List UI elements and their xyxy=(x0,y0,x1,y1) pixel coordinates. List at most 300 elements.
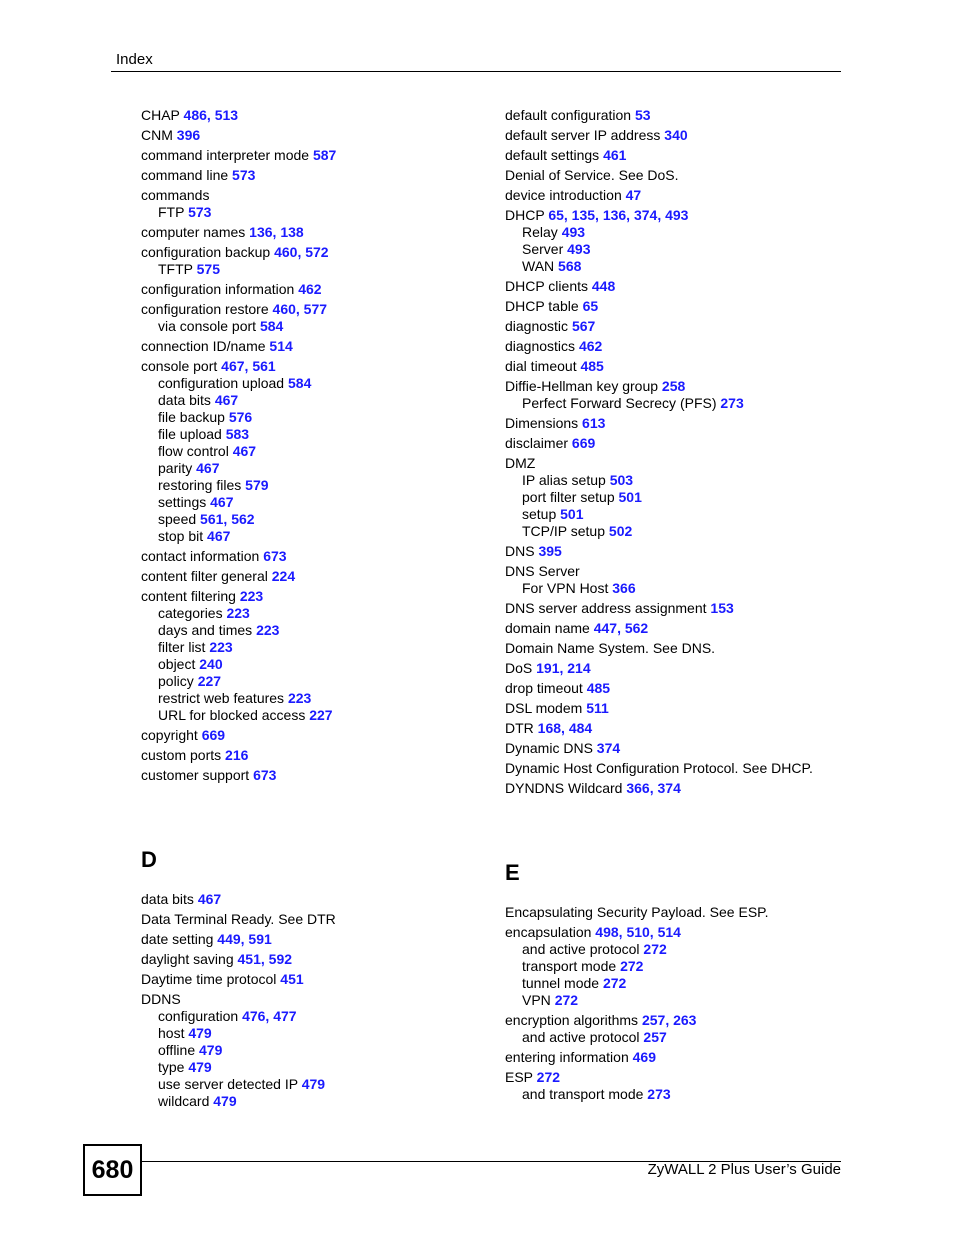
index-term-text: FTP xyxy=(158,204,185,220)
page-link[interactable]: 227 xyxy=(309,707,333,723)
page-link[interactable]: 502 xyxy=(608,523,633,539)
page-link[interactable]: 451 xyxy=(237,951,261,967)
page-link[interactable]: 469 xyxy=(632,1049,656,1065)
index-term xyxy=(141,358,501,375)
index-term xyxy=(141,727,501,744)
index-term-text: Data Terminal Ready. See DTR xyxy=(141,911,336,927)
index-term xyxy=(505,167,865,184)
index-term-text: default server IP address xyxy=(505,127,661,143)
page-link[interactable]: 272 xyxy=(643,941,667,957)
index-subentry xyxy=(141,375,501,392)
index-term-text: offline xyxy=(158,1042,196,1058)
index-subentry xyxy=(141,1008,501,1025)
page-link[interactable]: 448 xyxy=(591,278,616,294)
page-link[interactable]: 447 xyxy=(593,620,618,636)
index-subentry xyxy=(141,605,501,622)
index-term-text: file upload xyxy=(158,426,222,442)
page-link[interactable]: 479 xyxy=(199,1042,223,1058)
page-link[interactable]: 214 xyxy=(567,660,591,676)
index-entry xyxy=(505,904,865,921)
page-link[interactable]: 467 xyxy=(207,528,231,544)
index-entry xyxy=(141,747,501,764)
index-term-text: port filter setup xyxy=(522,489,615,505)
page-link[interactable]: 576 xyxy=(228,409,253,425)
index-term-text: DoS xyxy=(505,660,533,676)
index-entry-group xyxy=(505,904,865,1103)
header-divider xyxy=(111,71,841,72)
index-subentry xyxy=(141,622,501,639)
index-term-text: settings xyxy=(158,494,207,510)
page-link[interactable]: 451 xyxy=(280,971,304,987)
index-term xyxy=(141,187,501,204)
index-term xyxy=(141,971,501,988)
page-link[interactable]: 65 xyxy=(582,298,599,314)
index-subentry xyxy=(141,426,501,443)
page-link[interactable]: 479 xyxy=(301,1076,326,1092)
index-term-text: via console port xyxy=(158,318,257,334)
index-term-text: device introduction xyxy=(505,187,622,203)
page-separator: , xyxy=(295,301,304,317)
page-link[interactable]: 575 xyxy=(196,261,220,277)
page-link[interactable]: 579 xyxy=(245,477,269,493)
index-term-text: Server xyxy=(522,241,564,257)
page-link[interactable]: 613 xyxy=(582,415,606,431)
page-link[interactable]: 498 xyxy=(595,924,619,940)
index-term-text: disclaimer xyxy=(505,435,569,451)
page-number: 680 xyxy=(83,1144,142,1196)
index-term xyxy=(505,660,865,677)
index-entry xyxy=(505,278,865,295)
index-term xyxy=(141,568,501,585)
index-term-text: encryption algorithms xyxy=(505,1012,639,1028)
page-separator: , xyxy=(617,620,625,636)
page-link[interactable]: 135 xyxy=(571,207,596,223)
page-link[interactable]: 223 xyxy=(256,622,280,638)
page-separator: , xyxy=(244,358,253,374)
index-term-text: Denial of Service. See DoS. xyxy=(505,167,679,183)
page-link[interactable]: 572 xyxy=(305,244,329,260)
page-link[interactable]: 568 xyxy=(558,258,582,274)
page-link[interactable]: 136 xyxy=(602,207,627,223)
page-link[interactable]: 374 xyxy=(633,207,658,223)
page-link[interactable]: 592 xyxy=(268,951,293,967)
index-subentry xyxy=(505,395,865,412)
index-term xyxy=(141,911,501,928)
index-column-right xyxy=(505,107,865,1106)
index-entry xyxy=(505,207,865,275)
index-term-text: For VPN Host xyxy=(522,580,609,596)
index-term-text: Encapsulating Security Payload. See ESP. xyxy=(505,904,769,920)
page-link[interactable]: 257 xyxy=(643,1029,667,1045)
index-term-text: configuration restore xyxy=(141,301,269,317)
index-subentry xyxy=(141,690,501,707)
index-term-text: DNS Server xyxy=(505,563,580,579)
page-link[interactable]: 396 xyxy=(176,127,201,143)
page-link[interactable]: 485 xyxy=(586,680,611,696)
page-link[interactable]: 191 xyxy=(536,660,560,676)
index-term-text: host xyxy=(158,1025,185,1041)
index-subentry xyxy=(141,673,501,690)
index-term xyxy=(141,548,501,565)
index-entry xyxy=(505,563,865,597)
index-term-text: content filter general xyxy=(141,568,268,584)
page-link[interactable]: 510 xyxy=(626,924,650,940)
page-separator: , xyxy=(595,207,603,223)
index-entry xyxy=(505,680,865,697)
index-term xyxy=(141,147,501,164)
page-link[interactable]: 467 xyxy=(210,494,234,510)
index-term-text: filter list xyxy=(158,639,206,655)
index-entry xyxy=(505,780,865,797)
index-term-text: customer support xyxy=(141,767,250,783)
index-entry xyxy=(505,107,865,124)
index-term xyxy=(505,1069,865,1086)
index-subentry xyxy=(505,506,865,523)
page-separator: , xyxy=(626,207,634,223)
page-link[interactable]: 227 xyxy=(197,673,222,689)
page-link[interactable]: 340 xyxy=(664,127,688,143)
page-link[interactable]: 514 xyxy=(269,338,293,354)
index-term xyxy=(141,301,501,318)
index-term xyxy=(505,620,865,637)
index-entry xyxy=(141,244,501,278)
index-subentry xyxy=(505,975,865,992)
page-link[interactable]: 584 xyxy=(288,375,312,391)
index-entry xyxy=(505,455,865,540)
index-entry xyxy=(141,767,501,784)
page-link[interactable]: 477 xyxy=(273,1008,297,1024)
index-entry xyxy=(141,224,501,241)
index-term-text: file backup xyxy=(158,409,225,425)
index-term-text: DHCP table xyxy=(505,298,579,314)
page-separator: , xyxy=(563,207,572,223)
page-link[interactable]: 562 xyxy=(231,511,255,527)
page-separator: , xyxy=(240,931,249,947)
page-link[interactable]: 273 xyxy=(647,1086,671,1102)
index-subentry xyxy=(505,523,865,540)
index-term xyxy=(505,207,865,224)
page-link[interactable]: 486 xyxy=(183,107,207,123)
index-subentry xyxy=(505,472,865,489)
index-term-text: categories xyxy=(158,605,223,621)
index-entry xyxy=(141,991,501,1110)
page-link[interactable]: 223 xyxy=(209,639,233,655)
index-term xyxy=(505,415,865,432)
index-subentry xyxy=(141,392,501,409)
page-separator: , xyxy=(665,1012,674,1028)
page-link[interactable]: 374 xyxy=(596,740,621,756)
page-link[interactable]: 272 xyxy=(620,958,644,974)
index-term-text: domain name xyxy=(505,620,590,636)
index-entry xyxy=(141,971,501,988)
page-link[interactable]: 467 xyxy=(221,358,245,374)
footer-guide-title: ZyWALL 2 Plus User’s Guide xyxy=(647,1161,841,1178)
page-link[interactable]: 479 xyxy=(188,1025,212,1041)
index-term xyxy=(141,931,501,948)
index-term xyxy=(505,127,865,144)
page-link[interactable]: 562 xyxy=(624,620,649,636)
index-entry xyxy=(141,147,501,164)
index-subentry xyxy=(505,941,865,958)
page-link[interactable]: 258 xyxy=(661,378,686,394)
page-link[interactable]: 467 xyxy=(232,443,257,459)
index-entry xyxy=(505,298,865,315)
index-term xyxy=(505,107,865,124)
index-term xyxy=(505,378,865,395)
index-term-text: policy xyxy=(158,673,194,689)
page-link[interactable]: 573 xyxy=(232,167,256,183)
index-term-text: days and times xyxy=(158,622,253,638)
page-link[interactable]: 567 xyxy=(571,318,596,334)
page-link[interactable]: 467 xyxy=(197,891,222,907)
index-term xyxy=(505,318,865,335)
index-term-text: IP alias setup xyxy=(522,472,606,488)
page-link[interactable]: 366 xyxy=(612,580,636,596)
index-subentry xyxy=(141,204,501,221)
index-term xyxy=(505,780,865,797)
page-separator: , xyxy=(657,207,666,223)
index-column-left xyxy=(141,107,501,1113)
index-subentry xyxy=(141,409,501,426)
index-term-text: default settings xyxy=(505,147,600,163)
index-term xyxy=(505,720,865,737)
index-entry-group xyxy=(505,107,865,797)
page-link[interactable]: 460 xyxy=(272,301,296,317)
page-link[interactable]: 374 xyxy=(657,780,681,796)
page-link[interactable]: 462 xyxy=(578,338,603,354)
index-subentry xyxy=(505,241,865,258)
index-term-text: CHAP xyxy=(141,107,180,123)
index-term-text: DDNS xyxy=(141,991,181,1007)
index-term xyxy=(505,278,865,295)
page-link[interactable]: 223 xyxy=(226,605,250,621)
index-term-text: encapsulation xyxy=(505,924,592,940)
index-term xyxy=(141,767,501,784)
index-entry xyxy=(505,600,865,617)
page-link[interactable]: 501 xyxy=(618,489,642,505)
index-subentry xyxy=(141,1076,501,1093)
index-term-text: command interpreter mode xyxy=(141,147,310,163)
page-link[interactable]: 224 xyxy=(271,568,296,584)
index-term-text: parity xyxy=(158,460,193,476)
index-term-text: data bits xyxy=(141,891,194,907)
index-term-text: configuration information xyxy=(141,281,295,297)
index-term-text: type xyxy=(158,1059,185,1075)
page-link[interactable]: 257 xyxy=(641,1012,666,1028)
index-term xyxy=(141,244,501,261)
index-term-text: default configuration xyxy=(505,107,632,123)
page-link[interactable]: 673 xyxy=(263,548,287,564)
index-term-text: tunnel mode xyxy=(522,975,600,991)
index-term-text: DSL modem xyxy=(505,700,583,716)
page-link[interactable]: 223 xyxy=(239,588,264,604)
index-term xyxy=(141,588,501,605)
page-link[interactable]: 513 xyxy=(214,107,239,123)
index-term xyxy=(505,740,865,757)
page-link[interactable]: 577 xyxy=(303,301,328,317)
index-subentry xyxy=(141,1042,501,1059)
index-subentry xyxy=(141,460,501,477)
page-link[interactable]: 669 xyxy=(571,435,596,451)
index-entry xyxy=(505,127,865,144)
index-term-text: diagnostic xyxy=(505,318,569,334)
index-term xyxy=(505,600,865,617)
page-link[interactable]: 138 xyxy=(280,224,304,240)
page-link[interactable]: 573 xyxy=(188,204,212,220)
page-link[interactable]: 65 xyxy=(548,207,564,223)
page-link[interactable]: 240 xyxy=(199,656,223,672)
page-header-title: Index xyxy=(116,51,153,68)
index-term xyxy=(505,640,865,657)
page-link[interactable]: 514 xyxy=(657,924,681,940)
index-subentry xyxy=(141,443,501,460)
page-link[interactable]: 273 xyxy=(720,395,744,411)
index-term xyxy=(505,435,865,452)
index-term xyxy=(141,891,501,908)
page-link[interactable]: 272 xyxy=(554,992,579,1008)
index-subentry xyxy=(505,992,865,1009)
index-entry xyxy=(141,911,501,928)
index-term xyxy=(141,167,501,184)
page-link[interactable]: 561 xyxy=(200,511,224,527)
index-term-text: drop timeout xyxy=(505,680,583,696)
index-term xyxy=(505,147,865,164)
index-subentry xyxy=(505,1086,865,1103)
index-term-text: and transport mode xyxy=(522,1086,644,1102)
index-entry xyxy=(141,107,501,124)
index-term xyxy=(505,700,865,717)
index-term-text: custom ports xyxy=(141,747,222,763)
page-link[interactable]: 493 xyxy=(567,241,591,257)
page-link[interactable]: 467 xyxy=(214,392,239,408)
index-subentry xyxy=(141,528,501,545)
section-letter-d: D xyxy=(141,847,157,872)
page-link[interactable]: 479 xyxy=(213,1093,237,1109)
index-term-text: command line xyxy=(141,167,229,183)
index-term-text: contact information xyxy=(141,548,260,564)
page-link[interactable]: 272 xyxy=(602,975,627,991)
page-link[interactable]: 591 xyxy=(248,931,272,947)
index-entry xyxy=(505,435,865,452)
page-link[interactable]: 493 xyxy=(665,207,689,223)
index-term-text: entering information xyxy=(505,1049,629,1065)
index-term-text: URL for blocked access xyxy=(158,707,306,723)
index-subentry xyxy=(141,1059,501,1076)
index-term xyxy=(505,760,865,777)
index-subentry xyxy=(505,489,865,506)
index-term-text: transport mode xyxy=(522,958,617,974)
index-entry xyxy=(505,318,865,335)
index-term-text: dial timeout xyxy=(505,358,577,374)
index-entry xyxy=(141,727,501,744)
index-term-text: TCP/IP setup xyxy=(522,523,606,539)
page-separator: , xyxy=(297,244,306,260)
page-link[interactable]: 461 xyxy=(603,147,627,163)
page-separator: , xyxy=(559,660,568,676)
page-link[interactable]: 669 xyxy=(201,727,226,743)
section-letter-e: E xyxy=(505,860,520,885)
index-term xyxy=(141,991,501,1008)
page-link[interactable]: 47 xyxy=(625,187,642,203)
page-link[interactable]: 153 xyxy=(710,600,734,616)
page-link[interactable]: 484 xyxy=(568,720,593,736)
page-link[interactable]: 673 xyxy=(253,767,277,783)
page-link[interactable]: 168 xyxy=(537,720,562,736)
index-term-text: DNS xyxy=(505,543,535,559)
page-link[interactable]: 493 xyxy=(561,224,586,240)
page-link[interactable]: 216 xyxy=(225,747,249,763)
page-link[interactable]: 366 xyxy=(626,780,650,796)
page-link[interactable]: 395 xyxy=(538,543,562,559)
index-entry xyxy=(505,640,865,657)
index-term-text: console port xyxy=(141,358,218,374)
page-link[interactable]: 503 xyxy=(609,472,634,488)
index-entry xyxy=(505,543,865,560)
index-entry xyxy=(141,951,501,968)
page-link[interactable]: 587 xyxy=(312,147,337,163)
page-separator: , xyxy=(618,924,627,940)
index-term xyxy=(505,338,865,355)
page-link[interactable]: 479 xyxy=(188,1059,212,1075)
index-term xyxy=(505,1012,865,1029)
index-term-text: DYNDNS Wildcard xyxy=(505,780,623,796)
page-link[interactable]: 223 xyxy=(287,690,312,706)
index-term xyxy=(141,224,501,241)
index-subentry xyxy=(505,224,865,241)
page-link[interactable]: 485 xyxy=(580,358,604,374)
index-subentry xyxy=(141,656,501,673)
page-link[interactable]: 272 xyxy=(536,1069,561,1085)
index-term xyxy=(505,455,865,472)
index-entry xyxy=(505,700,865,717)
index-term-text: Dynamic Host Configuration Protocol. See DHCP. xyxy=(505,760,813,776)
index-entry xyxy=(141,301,501,335)
page-link[interactable]: 263 xyxy=(673,1012,697,1028)
page-link[interactable]: 511 xyxy=(586,700,609,716)
page-link[interactable]: 476 xyxy=(242,1008,266,1024)
page-separator: , xyxy=(272,224,281,240)
page-link[interactable]: 467 xyxy=(196,460,220,476)
page-link[interactable]: 462 xyxy=(298,281,322,297)
index-entry-group xyxy=(141,891,501,1110)
index-term-text: use server detected IP xyxy=(158,1076,298,1092)
page-link[interactable]: 449 xyxy=(217,931,241,947)
page-link[interactable]: 136 xyxy=(249,224,273,240)
index-term-text: DHCP clients xyxy=(505,278,588,294)
page-link[interactable]: 53 xyxy=(634,107,651,123)
page-link[interactable]: 584 xyxy=(259,318,284,334)
index-term-text: restoring files xyxy=(158,477,242,493)
index-term-text: TFTP xyxy=(158,261,193,277)
index-term xyxy=(505,358,865,375)
page-link[interactable]: 583 xyxy=(225,426,250,442)
index-entry xyxy=(141,338,501,355)
index-term-text: ESP xyxy=(505,1069,533,1085)
index-term-text: DHCP xyxy=(505,207,545,223)
index-term xyxy=(141,747,501,764)
page-link[interactable]: 561 xyxy=(252,358,276,374)
index-term xyxy=(505,543,865,560)
index-term-text: stop bit xyxy=(158,528,204,544)
page-link[interactable]: 501 xyxy=(560,506,584,522)
index-subentry xyxy=(505,258,865,275)
index-entry xyxy=(505,720,865,737)
index-term-text: setup xyxy=(522,506,557,522)
index-term-text: configuration upload xyxy=(158,375,285,391)
index-entry xyxy=(505,147,865,164)
index-term-text: Diffie-Hellman key group xyxy=(505,378,659,394)
page-link[interactable]: 460 xyxy=(274,244,298,260)
